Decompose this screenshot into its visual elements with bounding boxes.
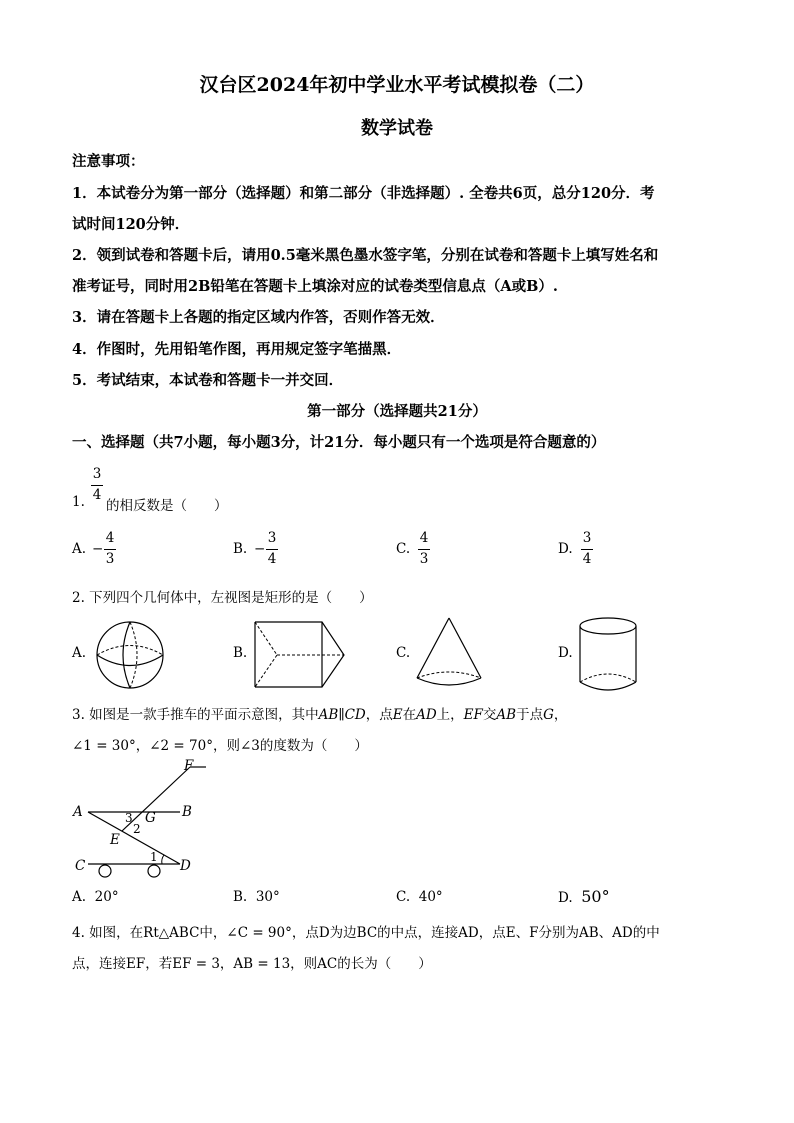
q1-option-c-denominator: 3	[419, 550, 429, 567]
wheel-right	[148, 865, 160, 877]
label-b: B	[182, 804, 192, 820]
q1-number: 1.	[72, 494, 85, 510]
q2-option-d-label[interactable]: D.	[558, 645, 573, 661]
note-3: 3．请在答题卡上各题的指定区域内作答，否则作答无效．	[72, 309, 445, 326]
triangular-prism-icon	[252, 620, 347, 690]
q3-stem-line-1	[72, 703, 567, 723]
q3-option-a[interactable]	[72, 889, 119, 905]
note-4: 4．作图时，先用铅笔作图，再用规定签字笔描黑．	[72, 341, 402, 358]
q1-option-d-label[interactable]: D.	[558, 541, 573, 557]
q1-option-c-label[interactable]: C.	[396, 541, 411, 557]
q1-option-a-sign: −	[92, 541, 104, 557]
q1-option-b-sign: −	[254, 541, 266, 557]
part-1-heading: 第一部分（选择题共21分）	[307, 403, 487, 420]
q2-stem: 2. 下列四个几何体中，左视图是矩形的是（ ）	[72, 590, 373, 606]
q1-option-b-label[interactable]: B.	[233, 541, 248, 557]
section-1-heading: 一、选择题（共7小题，每小题3分，计21分．每小题只有一个选项是符合题意的）	[72, 434, 606, 451]
q3-text-zai: 在	[402, 707, 417, 723]
q1-option-a-label[interactable]: A.	[72, 541, 87, 557]
q1-option-b-fraction	[266, 532, 278, 566]
q3-option-a-label: A.	[72, 889, 87, 905]
notes-heading: 注意事项：	[72, 153, 145, 170]
q3-option-b[interactable]	[233, 889, 280, 905]
q3-option-c-label: C.	[396, 889, 411, 905]
cone-icon	[414, 616, 484, 694]
label-angle-2: 2	[133, 822, 141, 836]
q3-text-jiao: 交	[482, 707, 497, 723]
exam-subtitle: 数学试卷	[361, 118, 433, 139]
q1-option-d-fraction	[581, 532, 593, 566]
q3-stem-line-2: ∠1 = 30°，∠2 = 70°，则∠3的度数为（ ）	[72, 738, 368, 754]
q4-stem-line-2: 点，连接EF，若EF = 3，AB = 13，则AC的长为（ ）	[72, 956, 432, 972]
q1-fraction-numerator: 3	[92, 466, 102, 482]
label-angle-1: 1	[150, 850, 158, 864]
label-g: G	[145, 810, 156, 826]
q3-option-c-value: 40°	[418, 889, 443, 905]
q4-stem-line-1: 4. 如图，在Rt△ABC中，∠C = 90°，点D为边BC的中点，连接AD，点E、F分别为AB、AD的中	[72, 925, 660, 941]
exam-title: 汉台区2024年初中学业水平考试模拟卷（二）	[199, 74, 595, 96]
q3-option-d[interactable]	[558, 887, 610, 906]
label-c: C	[75, 858, 86, 874]
q3-text-ef: EF	[463, 707, 483, 723]
q3-text-ad: AD	[416, 707, 437, 723]
q3-text-parallel: AB∥CD	[318, 707, 366, 723]
q1-option-a-fraction	[104, 532, 116, 566]
q3-text-shang: 上，	[436, 707, 464, 723]
q1-option-d-denominator: 4	[582, 550, 592, 567]
q1-fraction-denominator: 4	[92, 486, 102, 503]
q3-option-d-label: D.	[558, 890, 573, 906]
q1-stem-text: 的相反数是（ ）	[106, 498, 228, 514]
sphere-icon	[90, 620, 170, 690]
label-d: D	[180, 858, 191, 874]
label-f: F	[184, 758, 194, 774]
q3-text-g: G	[543, 707, 554, 723]
q3-text-ab: AB	[496, 707, 517, 723]
note-1-line-2: 试时间120分钟．	[72, 216, 190, 233]
q3-option-b-value: 30°	[255, 889, 280, 905]
q2-option-c-label[interactable]: C.	[396, 645, 411, 661]
note-2-line-2: 准考证号，同时用2B铅笔在答题卡上填涂对应的试卷类型信息点（A或B）.	[72, 278, 558, 295]
note-5: 5．考试结束，本试卷和答题卡一并交回．	[72, 372, 344, 389]
q2-option-b-label[interactable]: B.	[233, 645, 248, 661]
q3-option-d-value: 50°	[581, 887, 610, 906]
q1-stem-fraction	[91, 468, 103, 502]
q3-option-a-value: 20°	[94, 889, 119, 905]
q3-text-comma: ，	[553, 707, 568, 723]
q1-option-a-denominator: 3	[105, 550, 115, 567]
q1-option-b-numerator: 3	[267, 530, 277, 546]
note-1-line-1: 1．本试卷分为第一部分（选择题）和第二部分（非选择题）. 全卷共6页，总分120分．考	[72, 185, 655, 202]
label-e: E	[110, 832, 120, 848]
q3-text-a: 3. 如图是一款手推车的平面示意图，其中	[72, 707, 319, 723]
q3-option-c[interactable]	[396, 889, 443, 905]
label-a: A	[73, 804, 83, 820]
q1-option-a-numerator: 4	[105, 530, 115, 546]
q2-option-a-label[interactable]: A.	[72, 645, 87, 661]
label-angle-3: 3	[125, 811, 133, 825]
q1-option-d-numerator: 3	[582, 530, 592, 546]
note-2-line-1: 2．领到试卷和答题卡后，请用0.5毫米黑色墨水签字笔，分别在试卷和答题卡上填写姓名和	[72, 247, 659, 264]
q3-option-b-label: B.	[233, 889, 248, 905]
q3-text-c: ，点	[365, 707, 393, 723]
q1-option-c-numerator: 4	[419, 530, 429, 546]
q3-text-e: E	[392, 707, 403, 723]
wheel-left	[99, 865, 111, 877]
q1-option-c-fraction	[418, 532, 430, 566]
q1-option-b-denominator: 4	[267, 550, 277, 567]
cylinder-icon	[578, 616, 640, 694]
q3-text-yudian: 于点	[516, 707, 544, 723]
